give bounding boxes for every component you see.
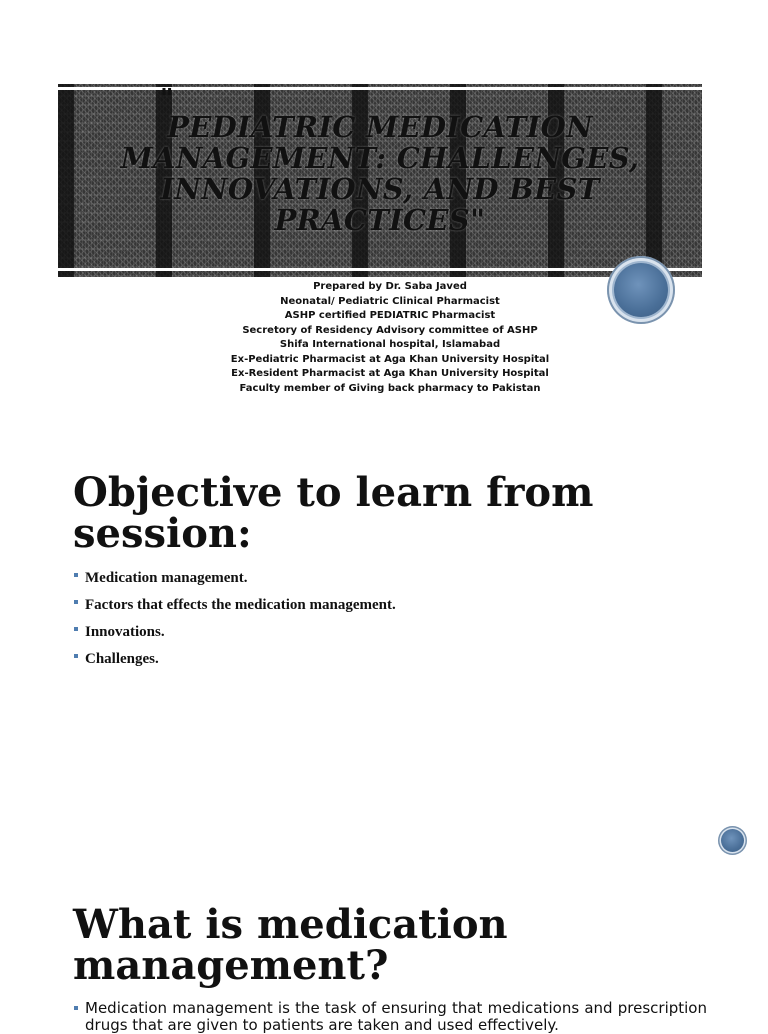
definition-paragraph: Medication management is the task of ensuring that medications and prescription drugs that are given to patients are taken and used effectively.	[73, 1000, 707, 1034]
credit-line: Faculty member of Giving back pharmacy to Pakistan	[239, 382, 541, 394]
presenter-credits	[190, 280, 590, 396]
credit-line: Ex-Resident Pharmacist at Aga Khan University Hospital	[231, 368, 549, 379]
circle-badge-icon	[718, 826, 747, 855]
credit-line: Neonatal/ Pediatric Clinical Pharmacist	[280, 295, 500, 307]
list-item: Medication management.	[73, 568, 396, 595]
banner-top-rule	[58, 87, 702, 90]
list-item: Innovations.	[73, 622, 396, 649]
list-item: Challenges.	[73, 649, 396, 676]
credit-line: Secretory of Residency Advisory committee of ASHP	[242, 324, 538, 336]
presentation-title: PEDIATRIC MEDICATION MANAGEMENT: CHALLENGES, INNOVATIONS, AND BEST PRACTICES"	[120, 110, 640, 237]
definition-slide	[0, 860, 768, 1034]
title-slide	[0, 0, 768, 430]
title-open-quote: "	[160, 84, 174, 114]
list-item: Factors that effects the medication management.	[73, 595, 396, 622]
objective-slide	[0, 430, 768, 860]
circle-badge-icon	[607, 256, 675, 324]
objective-list	[73, 568, 396, 676]
credit-line: Ex-Pediatric Pharmacist at Aga Khan University Hospital	[230, 353, 550, 365]
credit-line: ASHP certified PEDIATRIC Pharmacist	[284, 310, 496, 321]
objective-slide-title: Objective to learn from session:	[73, 469, 594, 557]
circle-badge-inner	[614, 263, 668, 317]
credit-line: Prepared by Dr. Saba Javed	[313, 281, 467, 292]
circle-badge-inner	[721, 829, 744, 852]
banner-bottom-rule	[58, 268, 702, 271]
credit-line: Shifa International hospital, Islamabad	[279, 339, 501, 350]
definition-slide-title: What is medication management?	[73, 901, 508, 989]
